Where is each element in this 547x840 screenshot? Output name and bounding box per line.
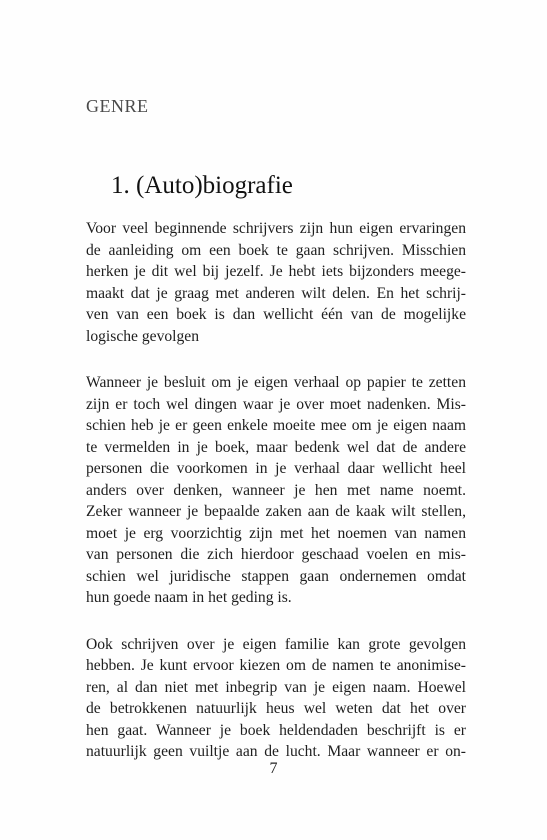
paragraph-3 — [86, 634, 466, 763]
text-line: Wanneer je besluit om je eigen verhaal op papier te zetten — [86, 374, 466, 391]
text-line: natuurlijk geen vuiltje aan de lucht. Maar wanneer er on- — [86, 743, 466, 760]
text-line: hun goede naam in het geding is. — [86, 589, 292, 606]
text-line: logische gevolgen — [86, 327, 200, 345]
text-line: ven van een boek is dan wellicht één van de mogelijke — [86, 306, 466, 323]
text-line: Voor veel beginnende schrijvers zijn hun eigen ervaringen — [86, 220, 466, 237]
text-line: schien wel juridische stappen gaan ondernemen omdat — [86, 567, 466, 585]
text-line: herken je dit wel bij jezelf. Je hebt iets bijzonders meege- — [86, 263, 466, 280]
text-line: zijn er toch wel dingen waar je over moet nadenken. Mis- — [86, 395, 466, 413]
text-line: schien heb je er geen enkele moeite mee om je eigen naam — [86, 417, 466, 434]
text-line: Ook schrijven over je eigen familie kan grote gevolgen — [86, 635, 466, 653]
page-number: 7 — [269, 760, 278, 777]
chapter-title: 1. (Auto)biografie — [111, 172, 293, 199]
text-line: de aanleiding om een boek te gaan schrijven. Misschien — [86, 241, 466, 259]
text-line: van personen die zich hierdoor geschaad voelen en mis- — [86, 546, 466, 563]
text-line: de betrokkenen natuurlijk heus wel weten dat het over — [86, 700, 466, 717]
text-line: te vermelden in je boek, maar bedenk wel dat de andere — [86, 438, 466, 456]
text-line: hen gaat. Wanneer je boek heldendaden beschrijft is er — [86, 721, 466, 739]
text-line: Zeker wanneer je bepaalde zaken aan de kaak wilt stellen, — [86, 503, 466, 520]
paragraph-1 — [86, 218, 466, 347]
paragraph-2 — [86, 372, 466, 609]
text-line: ren, al dan niet met inbegrip van je eigen naam. Hoewel — [86, 678, 466, 696]
text-line: maakt dat je graag met anderen wilt delen. En het schrij- — [86, 284, 466, 302]
text-line: moet je erg voorzichtig zijn met het noemen van namen — [86, 524, 466, 542]
text-line: anders over denken, wanneer je hen met name noemt. — [86, 481, 466, 499]
body-text — [86, 218, 466, 788]
section-label: GENRE — [86, 96, 149, 116]
text-line: hebben. Je kunt ervoor kiezen om de namen te anonimise- — [86, 657, 466, 674]
text-line: personen die voorkomen in je verhaal daar wellicht heel — [86, 460, 466, 477]
